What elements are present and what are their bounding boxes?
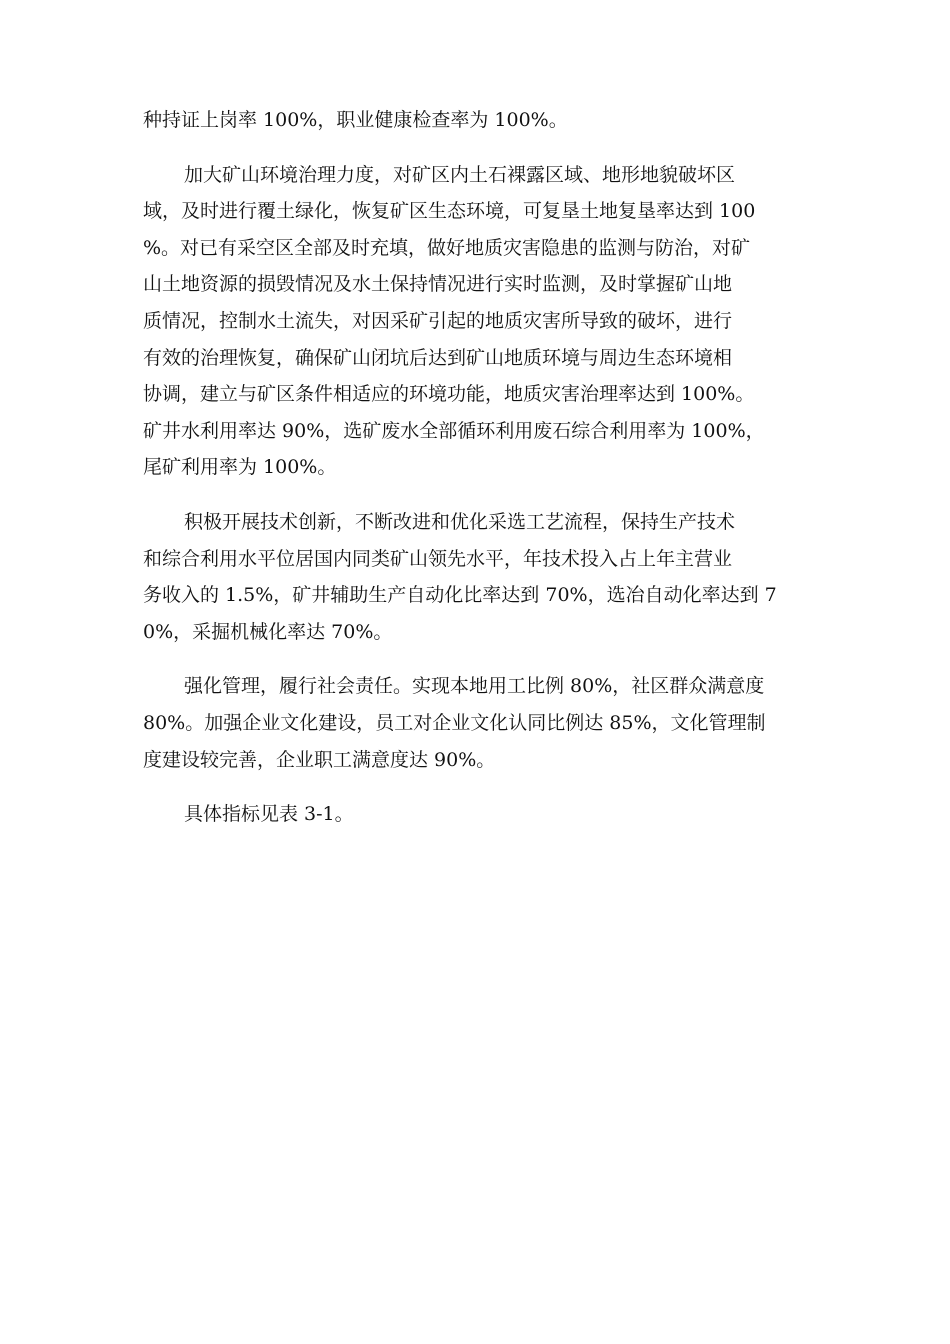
text-line: 质情况，控制水土流失，对因采矿引起的地质灾害所导致的破坏，进行: [143, 309, 733, 332]
body-text: [143, 102, 813, 851]
paragraph-table-reference: [143, 796, 813, 833]
text-line: 矿井水利用率达 90%，选矿废水全部循环利用废石综合利用率为 100%，: [143, 419, 765, 442]
text-line: 山土地资源的损毁情况及水土保持情况进行实时监测，及时掌握矿山地: [143, 273, 733, 296]
text-line: 和综合利用水平位居国内同类矿山领先水平，年技术投入占上年主营业: [143, 547, 733, 570]
text-line: 具体指标见表 3-1。: [184, 803, 354, 826]
text-line: 种持证上岗率 100%，职业健康检查率为 100%。: [143, 109, 568, 131]
paragraph-technology: [143, 504, 813, 650]
paragraph-environment: [143, 157, 813, 486]
text-line: %。对已有采空区全部及时充填，做好地质灾害隐患的监测与防治，对矿: [143, 236, 751, 259]
text-line: 协调，建立与矿区条件相适应的环境功能，地质灾害治理率达到 100%。: [143, 383, 755, 406]
paragraph-staff-rates: [143, 102, 813, 139]
text-line: 域，及时进行覆土绿化，恢复矿区生态环境，可复垦土地复垦率达到 100: [143, 200, 756, 223]
paragraph-management: [143, 668, 813, 778]
text-line: 务收入的 1.5%，矿井辅助生产自动化比率达到 70%，选冶自动化率达到 7: [143, 584, 777, 607]
text-line: 尾矿利用率为 100%。: [143, 456, 337, 479]
text-line: 有效的治理恢复，确保矿山闭坑后达到矿山地质环境与周边生态环境相: [143, 346, 733, 369]
text-line: 80%。加强企业文化建设，员工对企业文化认同比例达 85%，文化管理制: [143, 711, 766, 734]
text-line: 强化管理，履行社会责任。实现本地用工比例 80%，社区群众满意度: [184, 675, 765, 698]
text-line: 度建设较完善，企业职工满意度达 90%。: [143, 748, 496, 771]
text-line: 0%，采掘机械化率达 70%。: [143, 620, 393, 643]
text-line: 积极开展技术创新，不断改进和优化采选工艺流程，保持生产技术: [184, 510, 736, 533]
text-line: 加大矿山环境治理力度，对矿区内土石裸露区域、地形地貌破坏区: [184, 163, 736, 186]
